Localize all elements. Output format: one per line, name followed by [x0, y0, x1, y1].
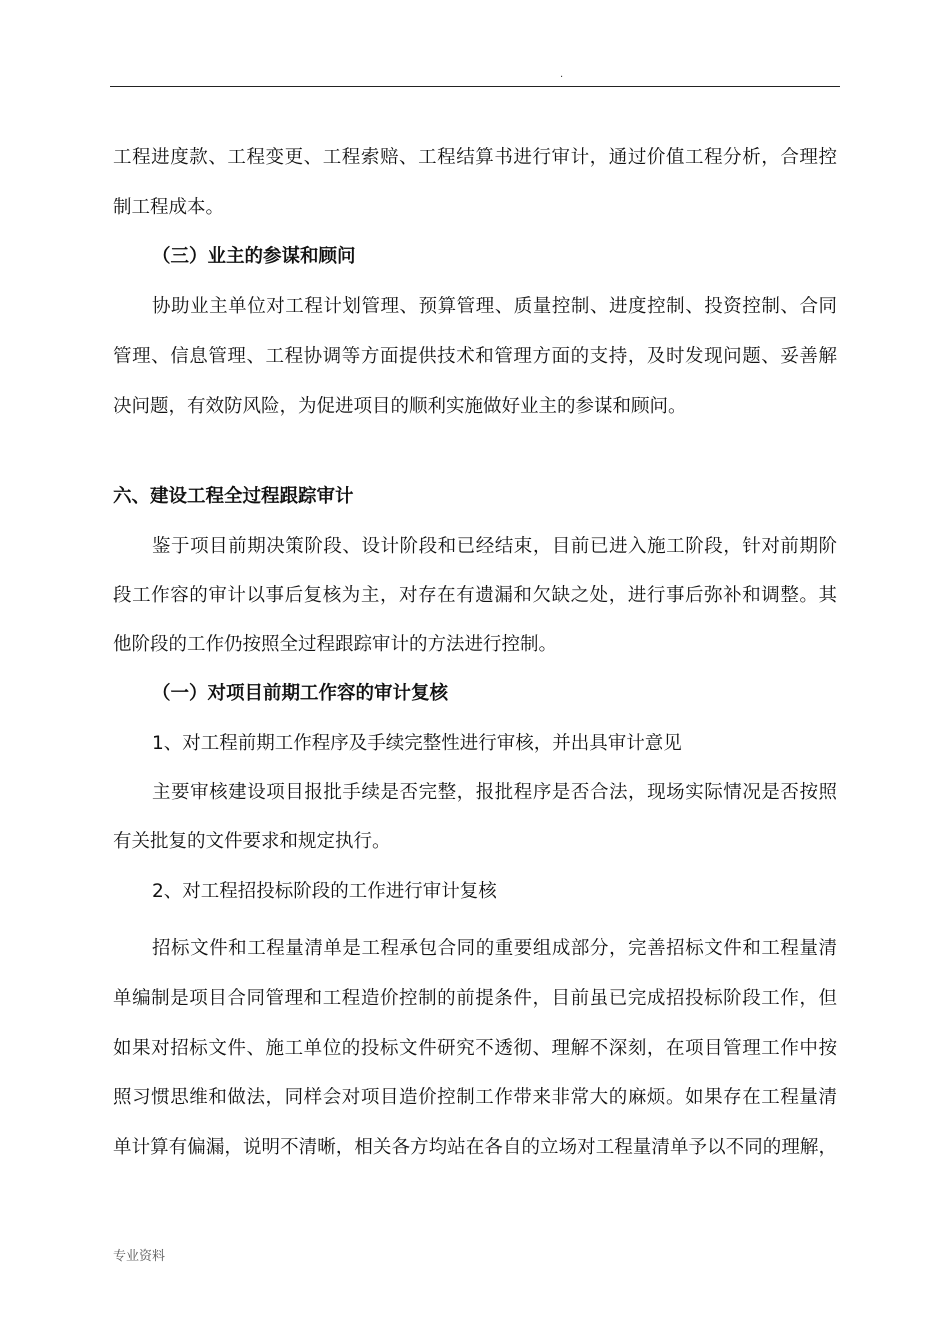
body-line-10: 他阶段的工作仍按照全过程跟踪审计的方法进行控制。 — [113, 634, 558, 655]
body-line-9: 段工作容的审计以事后复核为主，对存在有遗漏和欠缺之处，进行事后弥补和调整。其 — [113, 585, 837, 606]
body-line-17: 单编制是项目合同管理和工程造价控制的前提条件，目前虽已完成招投标阶段工作，但 — [113, 988, 837, 1009]
body-line-13: 主要审核建设项目报批手续是否完整，报批程序是否合法，现场实际情况是否按照 — [152, 782, 837, 803]
footer-label: 专业资料 — [113, 1249, 166, 1264]
chapter-heading-6: 六、建设工程全过程跟踪审计 — [113, 486, 354, 507]
body-line-19: 照习惯思维和做法，同样会对项目造价控制工作带来非常大的麻烦。如果存在工程量清 — [113, 1087, 837, 1108]
header-mark: . — [560, 69, 564, 80]
body-line-1: 工程进度款、工程变更、工程索赔、工程结算书进行审计，通过价值工程分析，合理控 — [113, 147, 837, 168]
header-rule — [110, 86, 840, 87]
body-line-6: 决问题，有效防风险，为促进项目的顺利实施做好业主的参谋和顾问。 — [113, 396, 687, 417]
section-heading-3: （三）业主的参谋和顾问 — [152, 246, 356, 267]
body-line-4: 协助业主单位对工程计划管理、预算管理、质量控制、进度控制、投资控制、合同 — [152, 296, 837, 317]
body-line-18: 如果对招标文件、施工单位的投标文件研究不透彻、理解不深刻，在项目管理工作中按 — [113, 1038, 837, 1059]
section-heading-1: （一）对项目前期工作容的审计复核 — [152, 683, 449, 704]
body-line-16: 招标文件和工程量清单是工程承包合同的重要组成部分，完善招标文件和工程量清 — [152, 938, 837, 959]
body-line-20: 单计算有偏漏，说明不清晰，相关各方均站在各自的立场对工程量清单予以不同的理解， — [113, 1137, 837, 1158]
body-line-5: 管理、信息管理、工程协调等方面提供技术和管理方面的支持，及时发现问题、妥善解 — [113, 346, 837, 367]
body-line-2: 制工程成本。 — [113, 197, 225, 218]
subheading-1: 1、对工程前期工作程序及手续完整性进行审核，并出具审计意见 — [152, 733, 682, 754]
subheading-2: 2、对工程招投标阶段的工作进行审计复核 — [152, 881, 497, 902]
body-line-8: 鉴于项目前期决策阶段、设计阶段和已经结束，目前已进入施工阶段，针对前期阶 — [152, 536, 837, 557]
body-line-14: 有关批复的文件要求和规定执行。 — [113, 831, 391, 852]
